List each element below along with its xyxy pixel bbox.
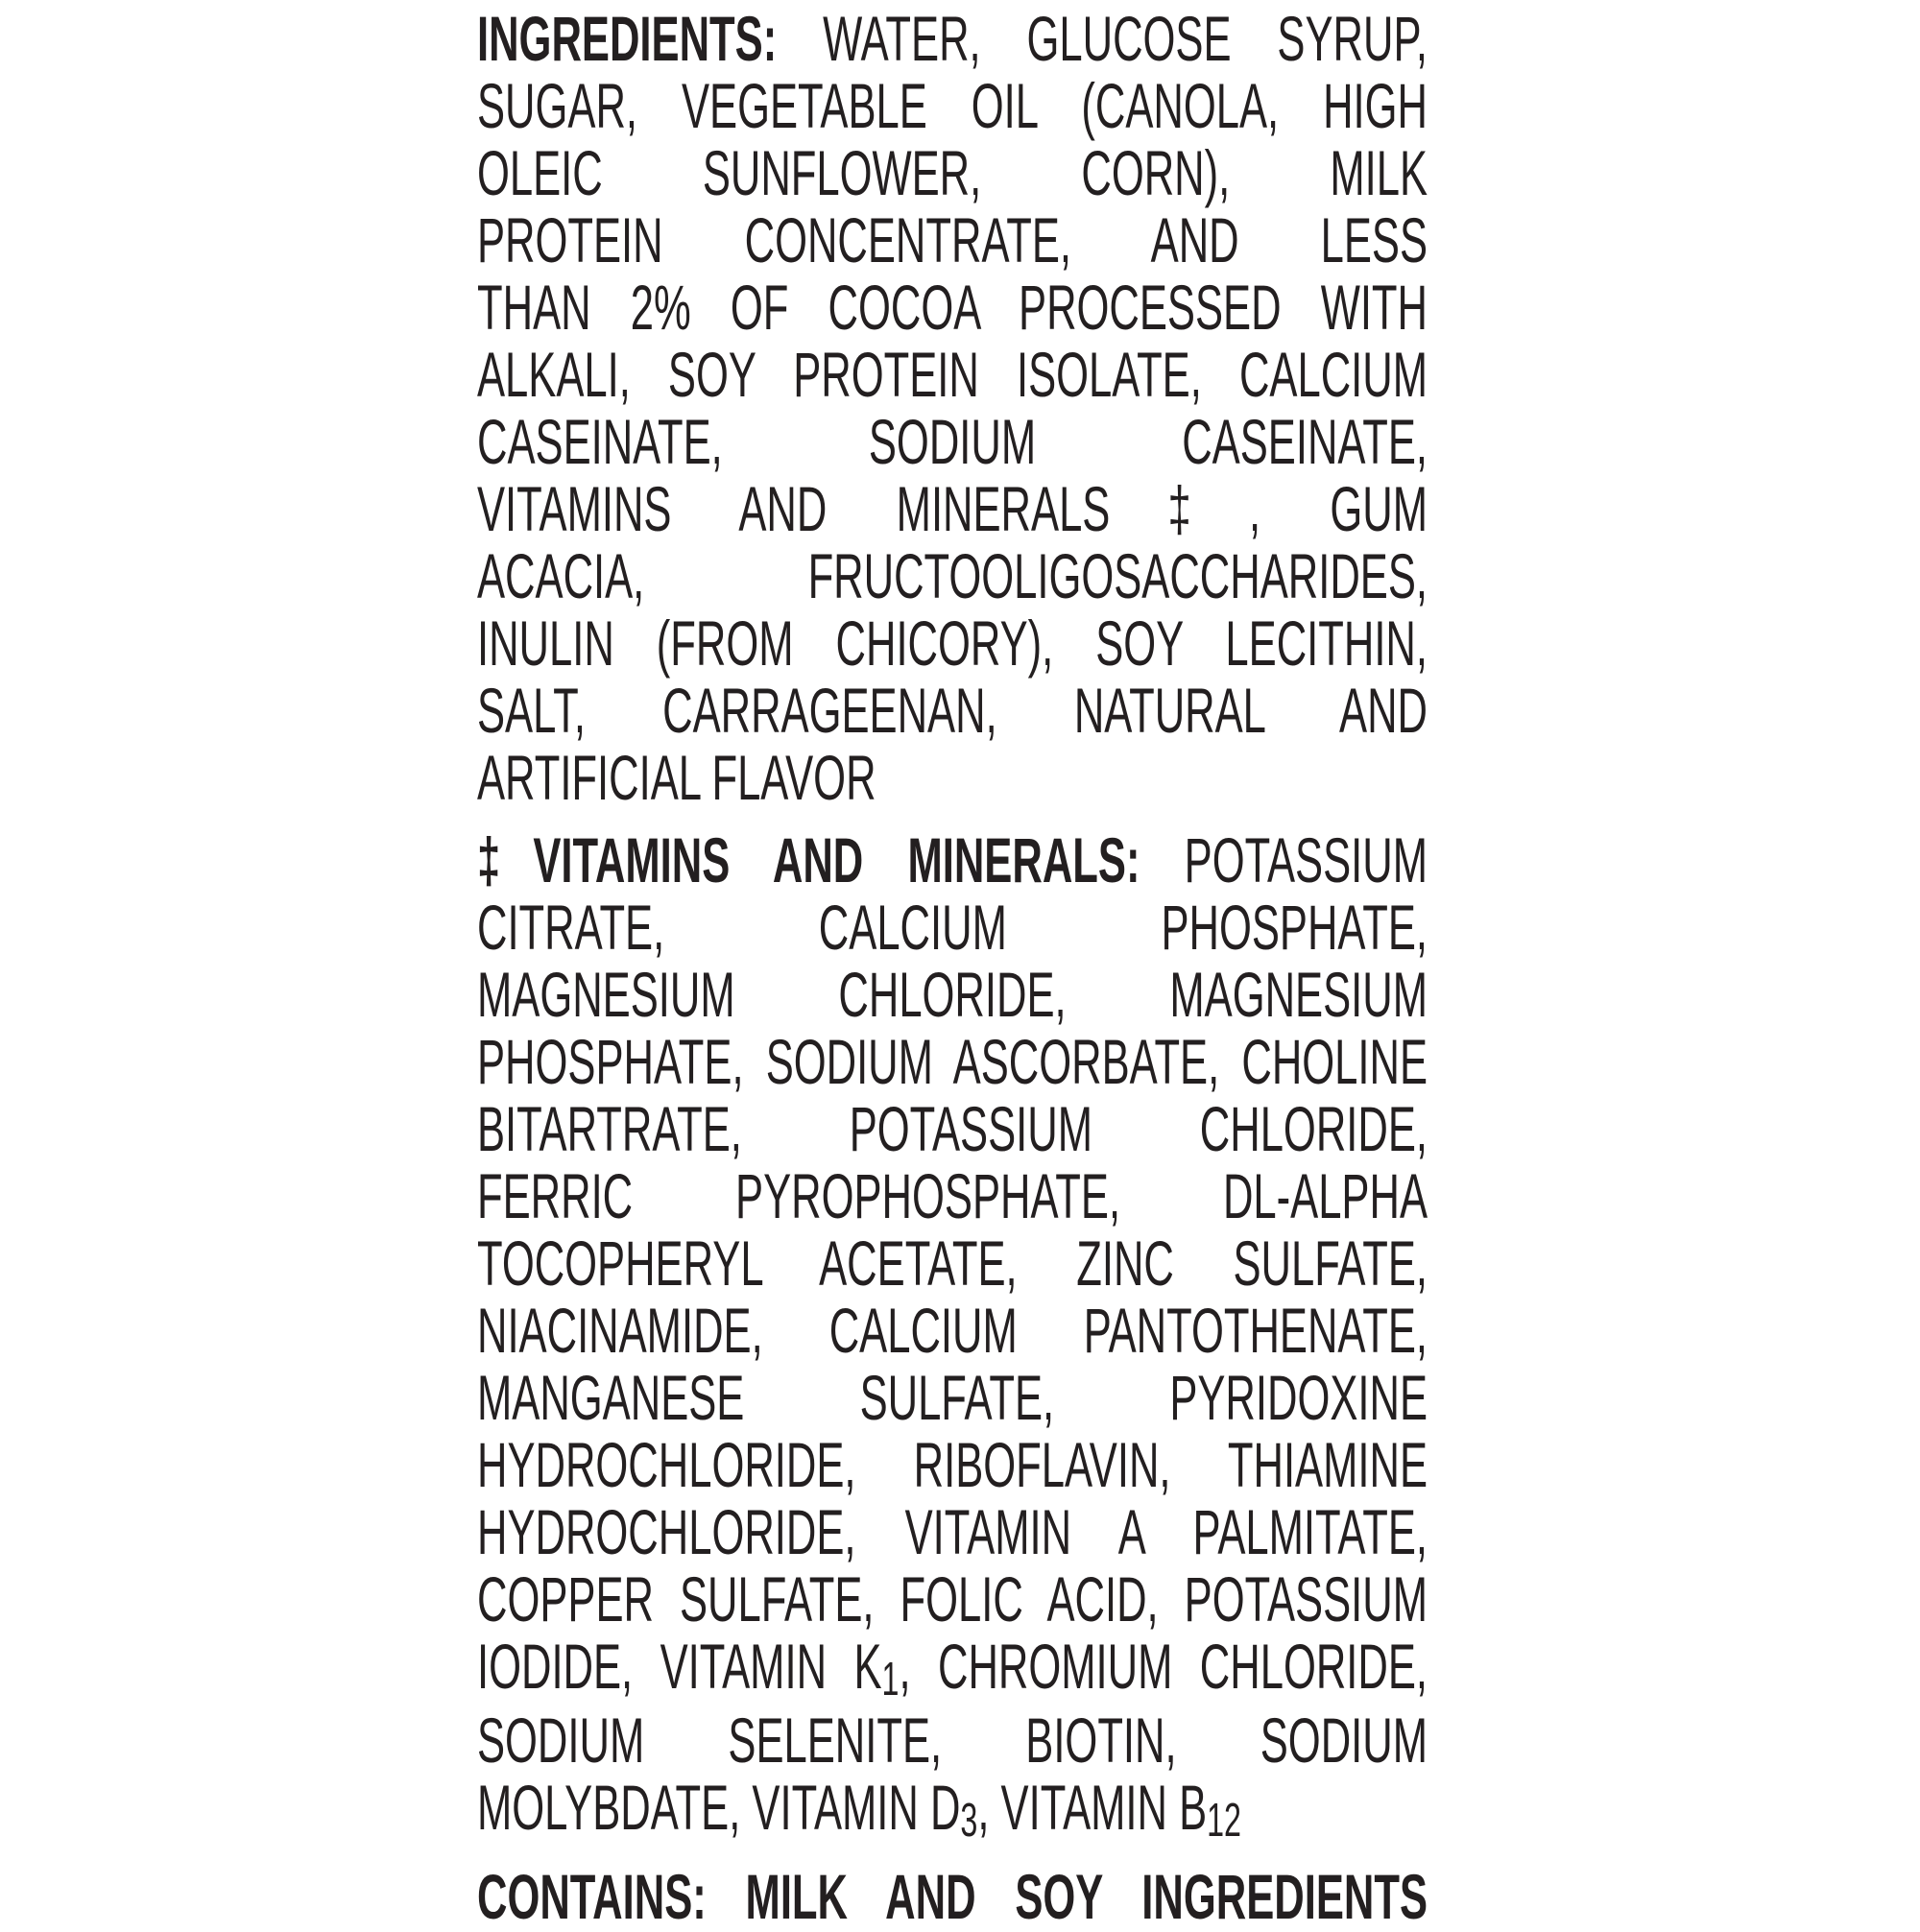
label-line bbox=[477, 1297, 1428, 1364]
contains-paragraph bbox=[477, 1863, 1428, 1930]
label-text: ACACIA, FRUCTOOLIGOSACCHARIDES, bbox=[477, 540, 1428, 611]
label-line bbox=[477, 961, 1428, 1028]
label-line bbox=[477, 1633, 1428, 1706]
label-line bbox=[477, 1863, 1428, 1930]
label-text: OLEIC SUNFLOWER, CORN), MILK bbox=[477, 137, 1428, 208]
vitamins-and-minerals-paragraph bbox=[477, 826, 1428, 1848]
label-text: INULIN (FROM CHICORY), SOY LECITHIN, bbox=[477, 608, 1428, 679]
label-text: MAGNESIUM CHLORIDE, MAGNESIUM bbox=[477, 959, 1428, 1030]
label-line bbox=[477, 72, 1428, 139]
label-text: BITARTRATE, POTASSIUM CHLORIDE, bbox=[477, 1093, 1428, 1164]
label-text: PROTEIN CONCENTRATE, AND LESS bbox=[477, 204, 1428, 275]
label-line bbox=[477, 408, 1428, 475]
label-text: ARTIFICIAL FLAVOR bbox=[477, 742, 876, 813]
label-line bbox=[477, 206, 1428, 274]
label-line bbox=[477, 1774, 1428, 1848]
label-text: HYDROCHLORIDE, RIBOFLAVIN, THIAMINE bbox=[477, 1429, 1428, 1500]
label-line bbox=[477, 1028, 1428, 1095]
label-text: POTASSIUM bbox=[1140, 824, 1428, 895]
label-line bbox=[477, 1229, 1428, 1297]
label-line bbox=[477, 826, 1428, 894]
ingredients-label bbox=[477, 5, 1428, 1930]
label-line bbox=[477, 1565, 1428, 1633]
label-line bbox=[477, 609, 1428, 677]
subscript-digit: 1 bbox=[881, 1654, 900, 1706]
label-text: NIACINAMIDE, CALCIUM PANTOTHENATE, bbox=[477, 1295, 1428, 1366]
label-text: , VITAMIN B bbox=[977, 1772, 1208, 1843]
subscript-digit: 12 bbox=[1207, 1795, 1241, 1848]
label-text: HYDROCHLORIDE, VITAMIN A PALMITATE, bbox=[477, 1496, 1428, 1567]
label-line bbox=[477, 475, 1428, 542]
label-text: WATER, GLUCOSE SYRUP, bbox=[777, 3, 1428, 74]
label-line bbox=[477, 1431, 1428, 1498]
label-line bbox=[477, 542, 1428, 609]
label-text: , CHROMIUM CHLORIDE, bbox=[899, 1631, 1428, 1702]
label-line bbox=[477, 139, 1428, 206]
label-line bbox=[477, 1498, 1428, 1565]
label-text: THAN 2% OF COCOA PROCESSED WITH bbox=[477, 272, 1428, 343]
label-text: IODIDE, VITAMIN K bbox=[477, 1631, 882, 1702]
label-text: MOLYBDATE, VITAMIN D bbox=[477, 1772, 961, 1843]
label-lead-text: ‡VITAMINS AND MINERALS: bbox=[477, 824, 1140, 895]
label-line bbox=[477, 1706, 1428, 1774]
label-line bbox=[477, 744, 1428, 811]
label-text: VITAMINS AND MINERALS‡, GUM bbox=[477, 473, 1428, 544]
label-line bbox=[477, 1162, 1428, 1229]
label-text: ALKALI, SOY PROTEIN ISOLATE, CALCIUM bbox=[477, 339, 1428, 410]
label-line bbox=[477, 1095, 1428, 1162]
label-text: CITRATE, CALCIUM PHOSPHATE, bbox=[477, 892, 1428, 963]
label-lead-text: CONTAINS: MILK AND SOY INGREDIENTS bbox=[477, 1861, 1428, 1932]
label-text: SODIUM SELENITE, BIOTIN, SODIUM bbox=[477, 1705, 1428, 1776]
label-text: SALT, CARRAGEENAN, NATURAL AND bbox=[477, 675, 1428, 746]
subscript-digit: 3 bbox=[960, 1795, 978, 1848]
label-lead-text: INGREDIENTS: bbox=[477, 3, 778, 74]
label-text: PHOSPHATE, SODIUM ASCORBATE, CHOLINE bbox=[477, 1026, 1428, 1097]
label-text: COPPER SULFATE, FOLIC ACID, POTASSIUM bbox=[477, 1563, 1428, 1634]
label-line bbox=[477, 677, 1428, 744]
label-text: MANGANESE SULFATE, PYRIDOXINE bbox=[477, 1362, 1428, 1433]
label-text: FERRIC PYROPHOSPHATE, DL-ALPHA bbox=[477, 1160, 1428, 1231]
label-line bbox=[477, 894, 1428, 961]
label-line bbox=[477, 341, 1428, 408]
label-line bbox=[477, 1364, 1428, 1431]
label-line bbox=[477, 5, 1428, 72]
label-text: TOCOPHERYL ACETATE, ZINC SULFATE, bbox=[477, 1228, 1428, 1299]
label-line bbox=[477, 274, 1428, 341]
label-text: SUGAR, VEGETABLE OIL (CANOLA, HIGH bbox=[477, 70, 1428, 141]
label-text: CASEINATE, SODIUM CASEINATE, bbox=[477, 406, 1428, 477]
ingredients-paragraph bbox=[477, 5, 1428, 811]
